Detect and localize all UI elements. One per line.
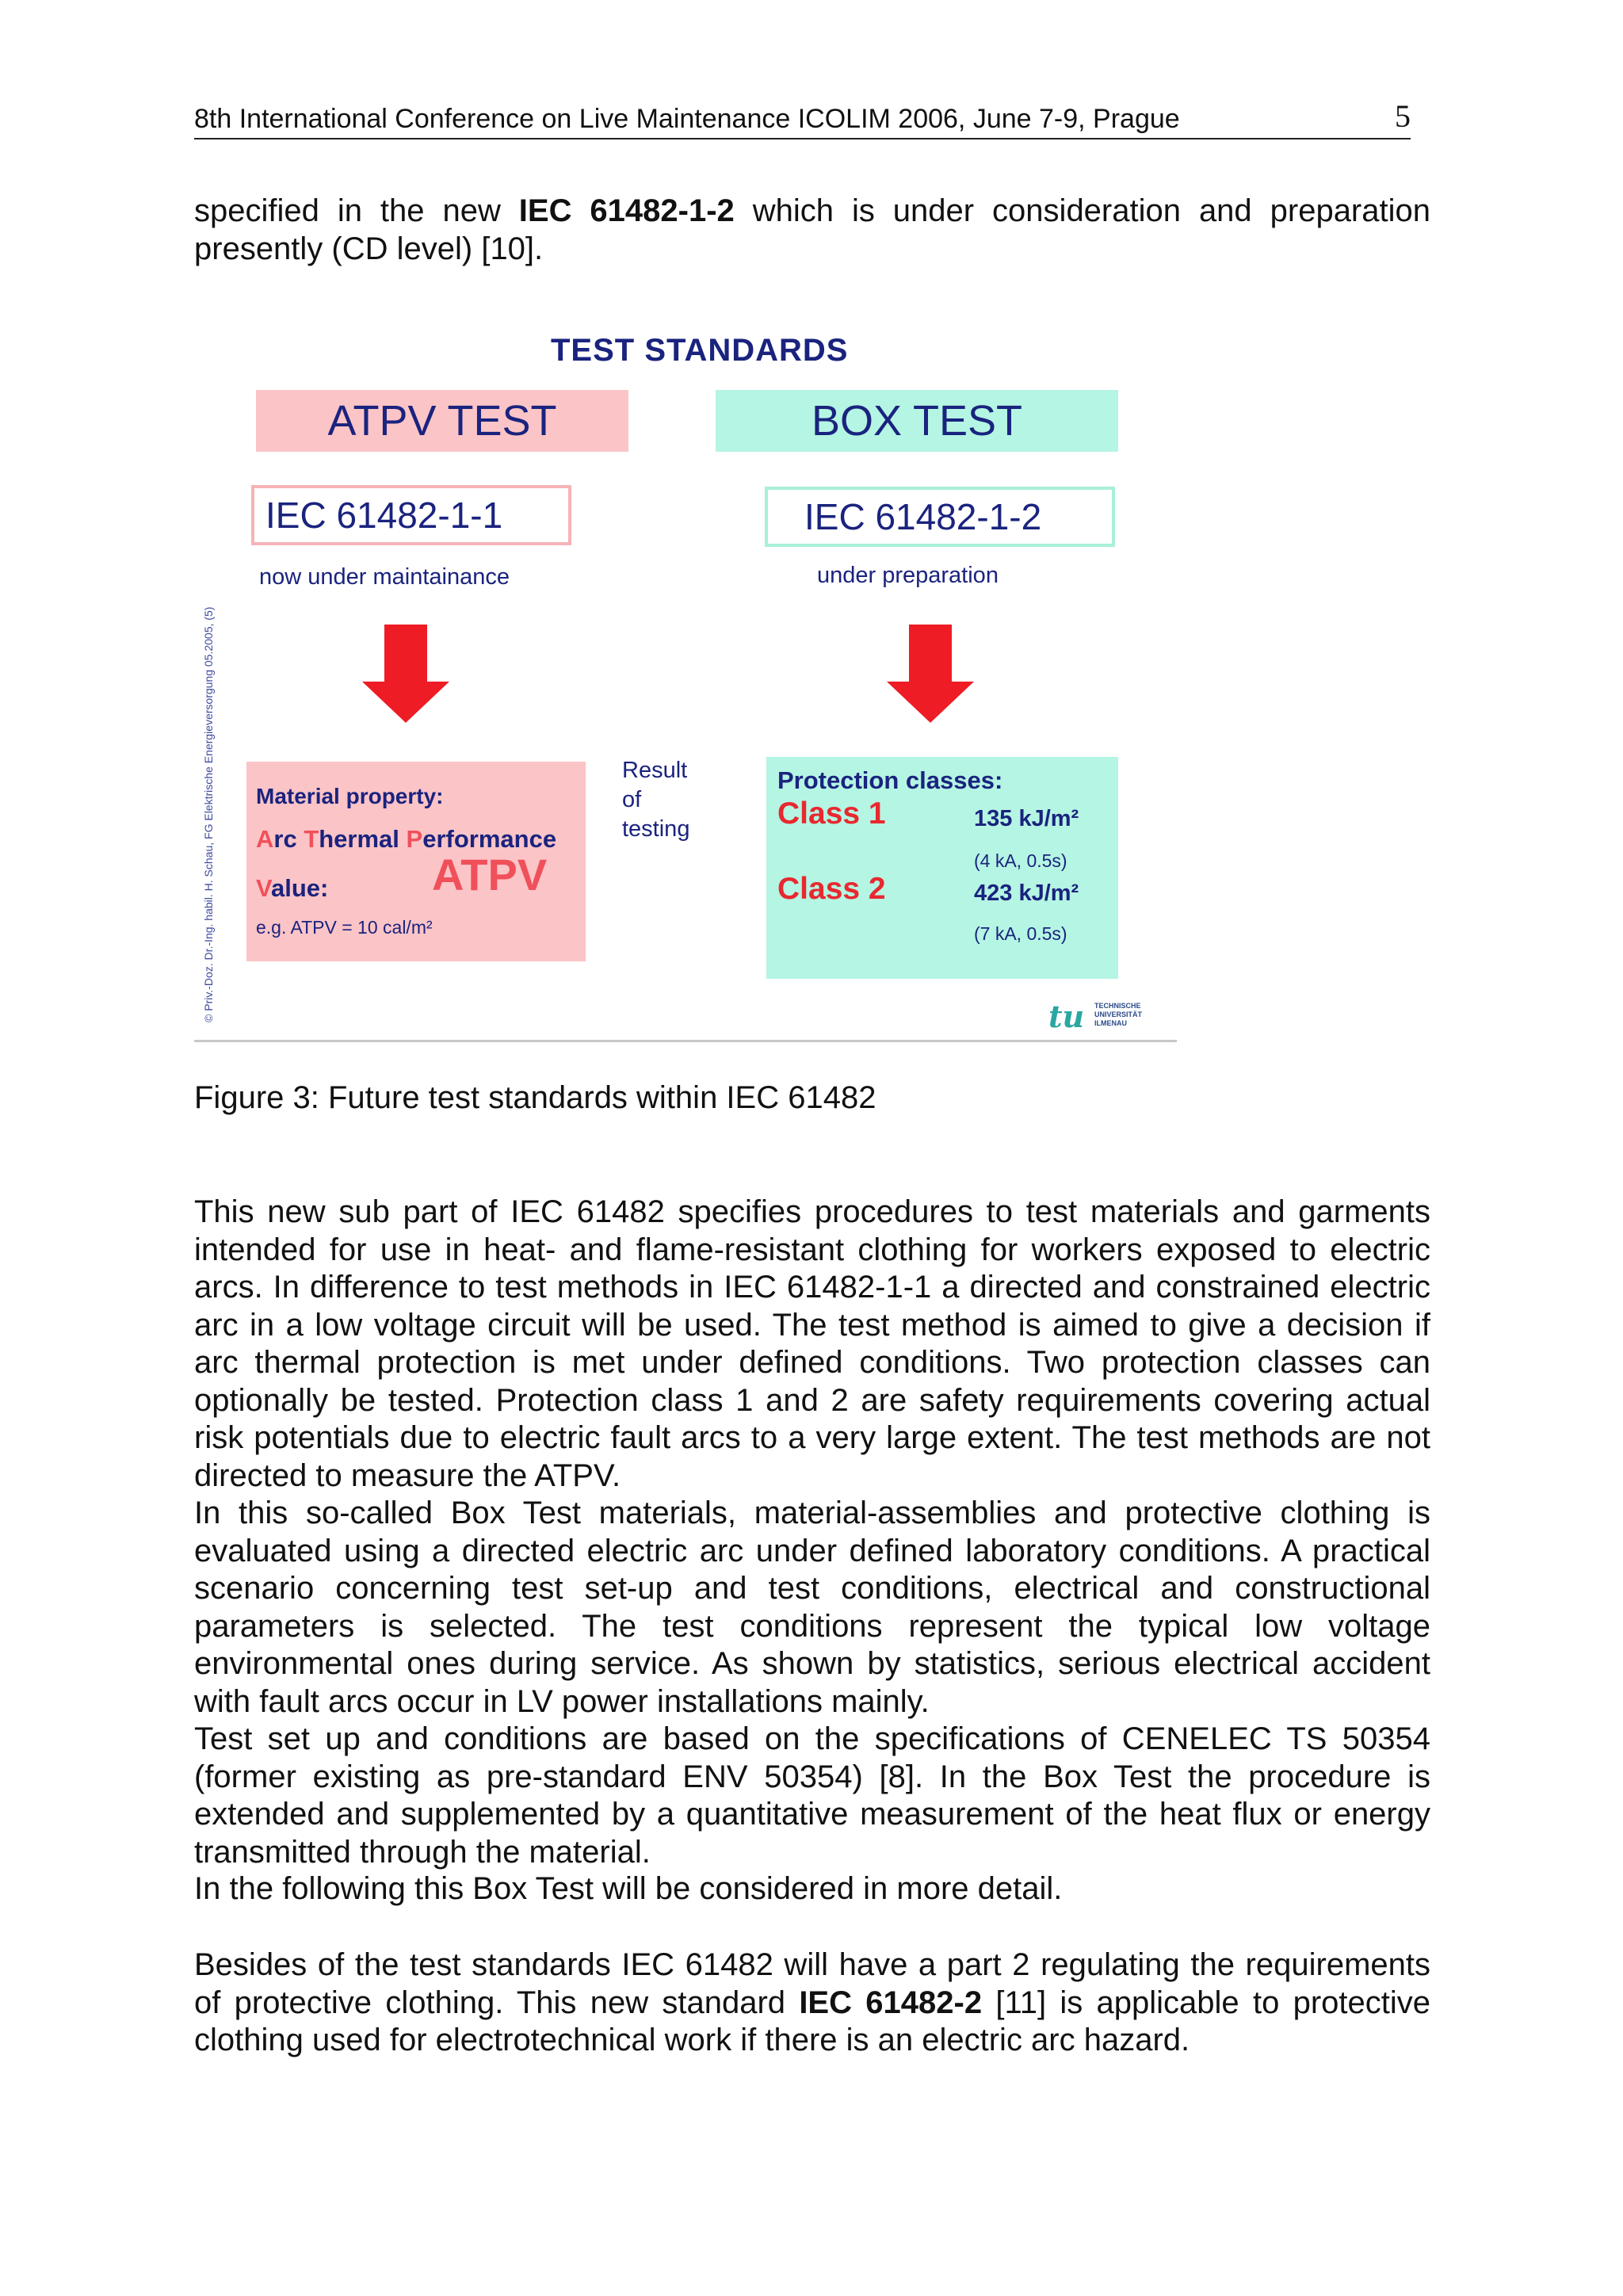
body-paragraph-3: Test set up and conditions are based on the specifications of CENELEC TS 50354 (former existing as pre-standard ENV 50354) [8]. In the Box Test the procedure is extended and supplemented by a quantitative measurement of the heat flux or energy transmitted through the material. [194,1721,1430,1870]
class-1-value: 135 kJ/m² [974,806,1079,831]
protection-classes-box [766,757,1118,979]
intro-paragraph [194,193,1430,268]
text-alue: alue: [270,874,329,902]
class-1-label: Class 1 [777,797,886,831]
down-arrow-icon [887,625,974,723]
figure-divider [194,1040,1177,1042]
result-line-2: of [622,787,642,812]
class-2-label: Class 2 [777,872,886,906]
figure-test-standards [194,309,1177,1046]
body-paragraph-4: In the following this Box Test will be considered in more detail. [194,1871,1063,1906]
class-1-detail: (4 kA, 0.5s) [974,850,1067,871]
letter-p: P [406,825,423,853]
atpv-big-label: ATPV [432,850,548,900]
p5-text-end: [11] is applicable to protective clothing used for electrotechnical work if there is an electric arc hazard. [194,1985,1431,2057]
logo-mark: tu [1048,999,1085,1034]
figure-title: TEST STANDARDS [551,333,849,368]
letter-v: V [256,874,271,902]
figure-caption: Figure 3: Future test standards within IEC 61482 [194,1080,876,1115]
running-header [194,97,1411,139]
tu-ilmenau-logo [1048,997,1151,1035]
logo-text [1094,1002,1142,1028]
text-rc: rc [273,825,304,853]
material-property-box [246,762,586,961]
atpv-test-header: ATPV TEST [256,390,628,452]
body-paragraph-5 [194,1946,1430,2060]
page-number: 5 [1395,98,1411,134]
body-paragraph-2: In this so-called Box Test materials, material-assemblies and protective clothing is evaluated using a directed electric arc under defined laboratory conditions. A practical scenario concerning test set-up and test conditions, electrical and constructional parameters is selected. The test conditions represent the typical low voltage environmental ones during service. As shown by statistics, serious electrical accident with fault arcs occur in LV power installations mainly. [194,1496,1430,1719]
body-paragraph-1: This new sub part of IEC 61482 specifies procedures to test materials and garments intended for use in heat- and flame-resistant clothing for workers exposed to electric arcs. In difference to test methods in IEC 61482-1-1 a directed and constrained electric arc in a low voltage circuit will be used. The test method is aimed to give a decision if arc thermal protection is met under defined conditions. Two protection classes can optionally be tested. Protection class 1 and 2 are safety requirements covering actual risk potentials due to electric fault arcs to a very large extent. The test methods are not directed to measure the ATPV. [194,1194,1430,1493]
letter-a: A [256,825,274,853]
conference-title: 8th International Conference on Live Maintenance ICOLIM 2006, June 7-9, Prague [194,104,1180,134]
status-preparation: under preparation [817,563,999,588]
intro-text-end: which is under consideration and preparation presently (CD level) [10]. [194,193,1430,266]
box-test-header: BOX TEST [716,390,1118,452]
logo-line-1: TECHNISCHE [1094,1002,1141,1010]
down-arrow-icon [362,625,449,723]
intro-text-start: specified in the new [194,193,519,228]
protection-classes-title: Protection classes: [777,766,1003,794]
value-label [256,874,328,903]
p5-standard-ref: IEC 61482-2 [799,1985,983,2020]
logo-line-2: UNIVERSITÄT [1094,1010,1143,1018]
text-hermal: hermal [319,825,407,853]
result-line-1: Result [622,758,688,783]
letter-t: T [304,825,319,853]
class-2-detail: (7 kA, 0.5s) [974,923,1067,944]
standard-iec-61482-1-1: IEC 61482-1-1 [251,485,571,545]
atpv-example: e.g. ATPV = 10 cal/m² [256,917,433,938]
copyright-note: © Priv.-Doz. Dr.-Ing. habil. H. Schau, FG Elektrische Energieversorgung 05.2005, (5) [202,606,215,1022]
status-maintenance: now under maintainance [259,564,510,590]
material-property-title: Material property: [256,784,444,808]
standard-iec-61482-1-2: IEC 61482-1-2 [765,487,1115,547]
class-2-value: 423 kJ/m² [974,881,1079,906]
p5-text-start: Besides of the test standards IEC 61482 will have a part 2 regulating the requirements of protective clothing. This new standard [194,1947,1430,2020]
intro-standard-ref: IEC 61482-1-2 [518,193,735,228]
result-line-3: testing [622,816,690,842]
result-of-testing-label [622,756,717,844]
text-erformance: erformance [422,825,557,853]
logo-line-3: ILMENAU [1094,1019,1127,1027]
